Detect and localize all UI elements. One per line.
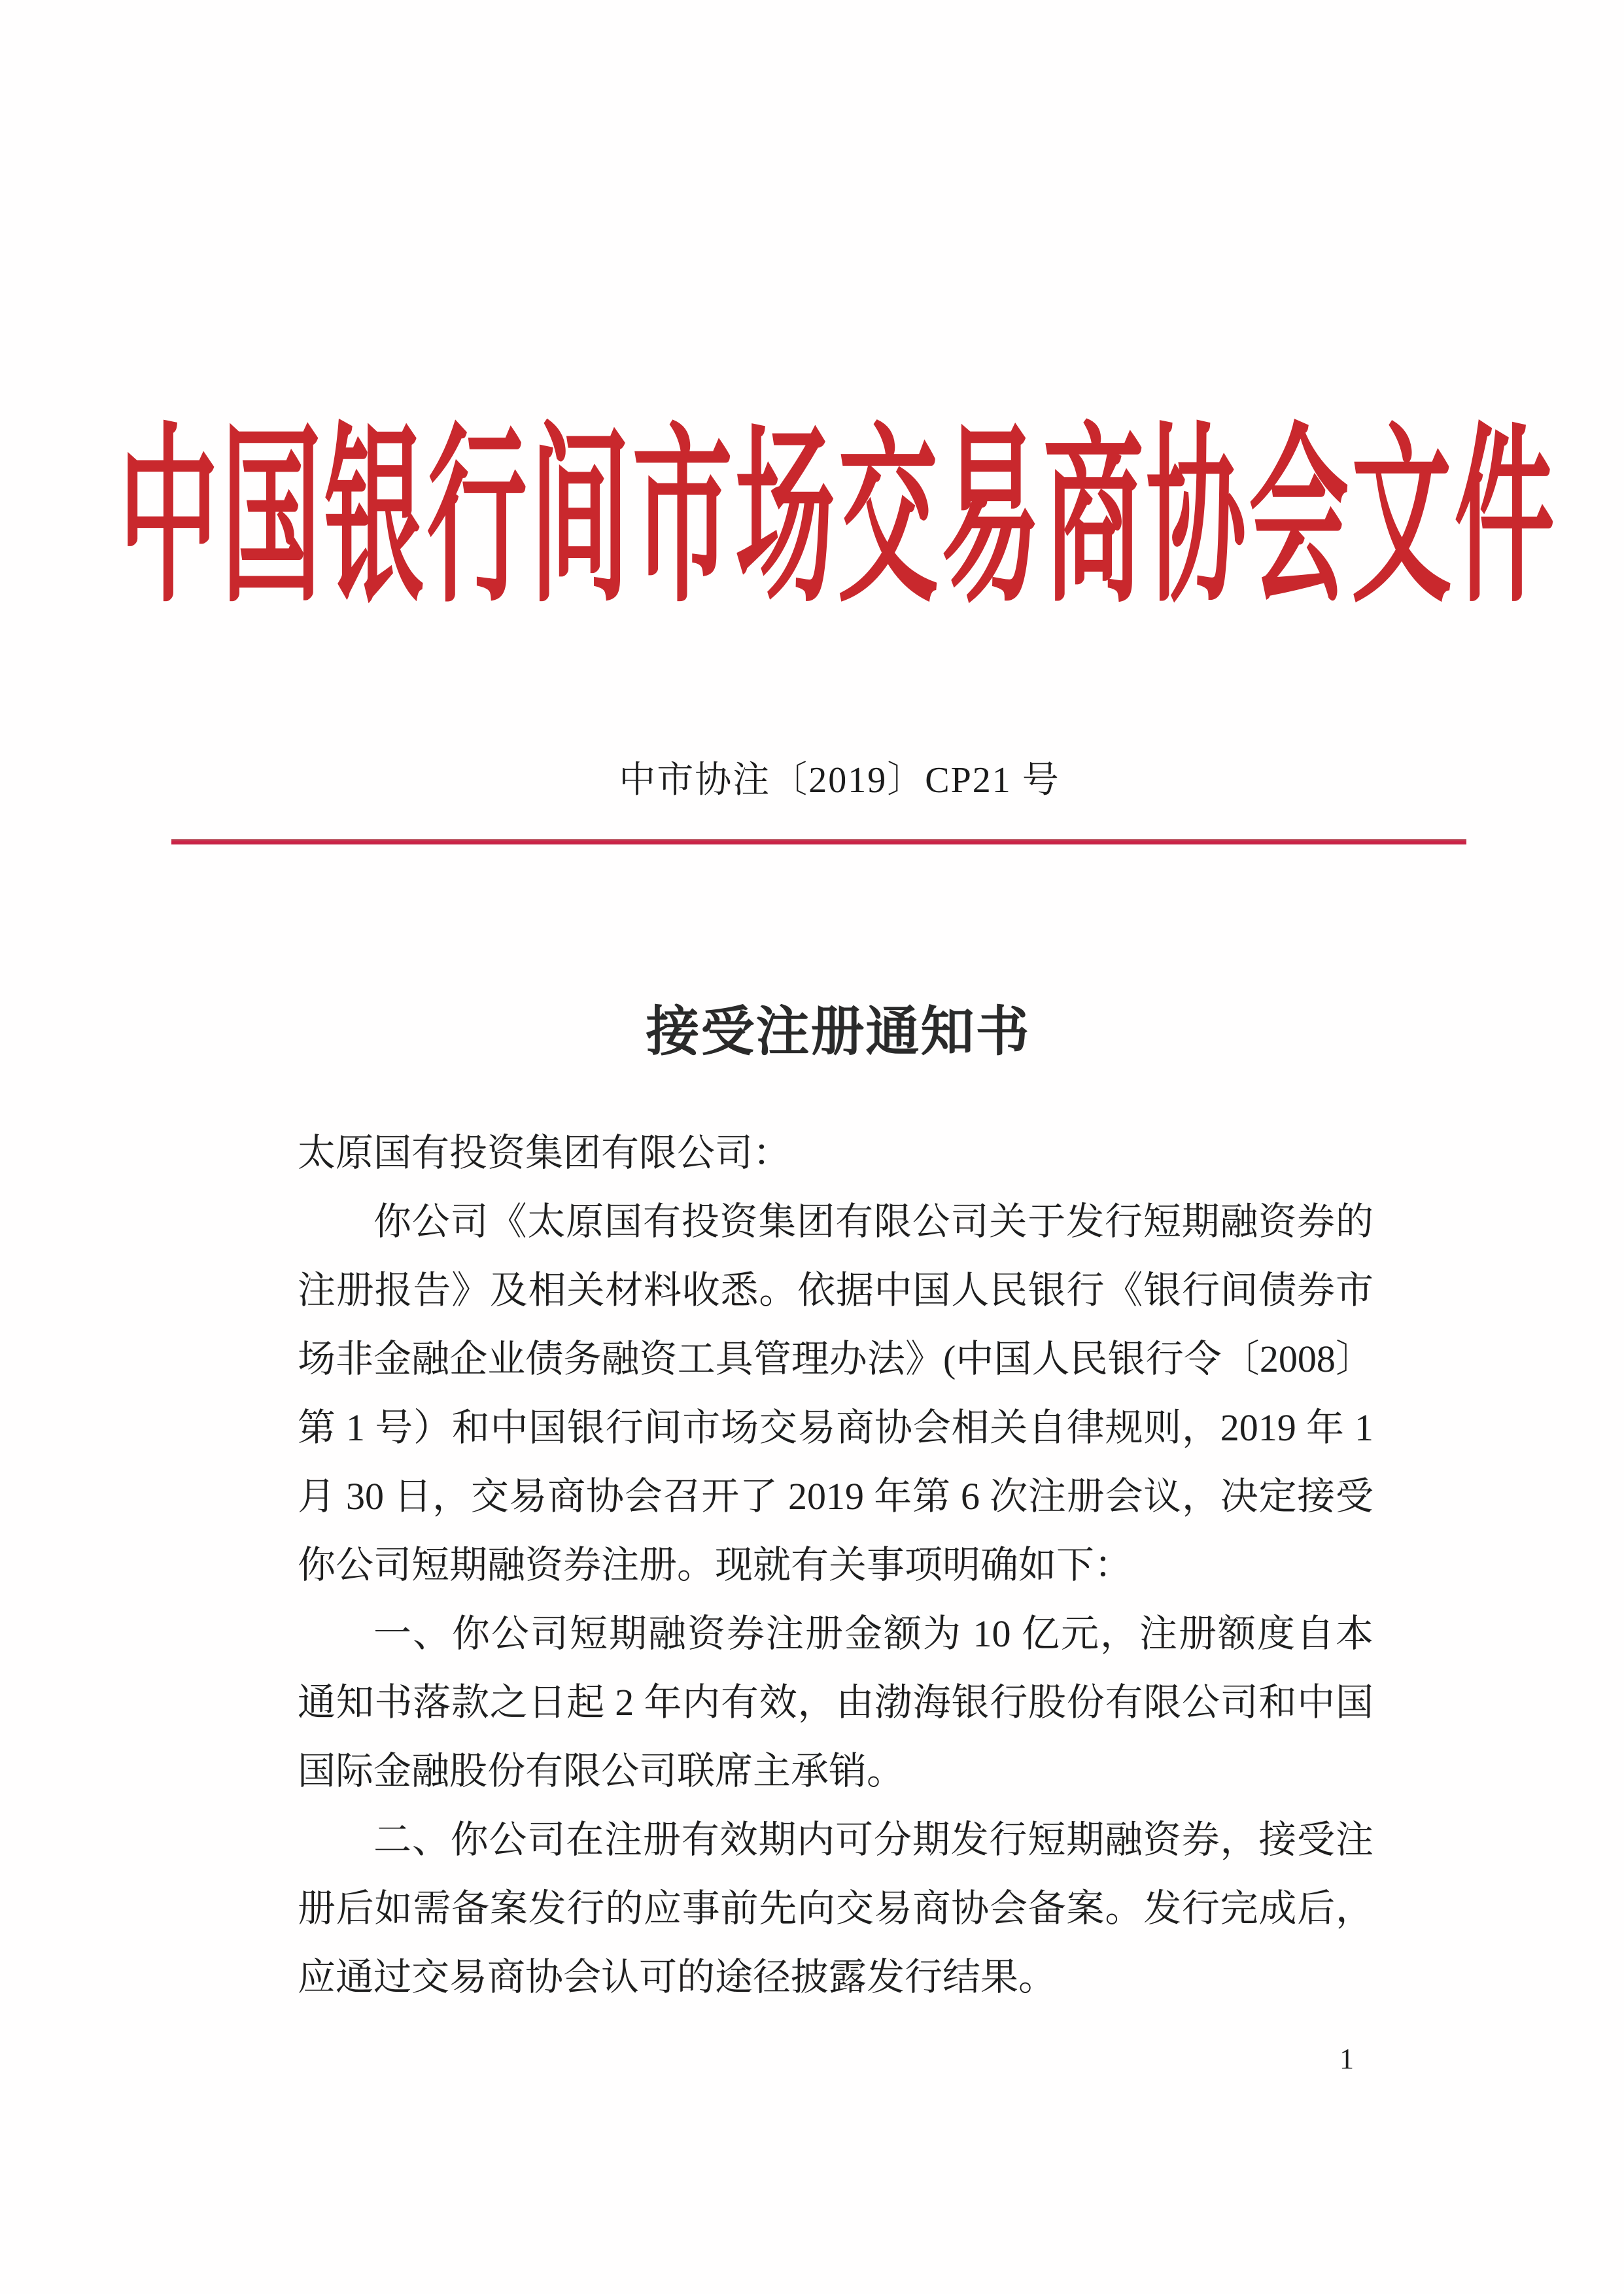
body-line: 你公司短期融资券注册。现就有关事项明确如下：: [298, 1544, 1133, 1586]
doc-title-row: [0, 989, 1624, 1066]
body-line: 册后如需备案发行的应事前先向交易商协会备案。发行完成后，: [298, 1887, 1373, 1930]
body-line: 国际金融股份有限公司联席主承销。: [298, 1750, 905, 1792]
body-line-salutation: 太原国有投资集团有限公司：: [298, 1132, 791, 1174]
doc-number-row: [0, 751, 1624, 803]
masthead-title: 中国银行间市场交易商协会文件: [118, 413, 1558, 626]
red-divider-rule: [171, 839, 1466, 844]
body-line: 场非金融企业债务融资工具管理办法》(中国人民银行令〔2008〕: [298, 1338, 1373, 1380]
body-line: 注册报告》及相关材料收悉。依据中国人民银行《银行间债券市: [298, 1269, 1373, 1312]
document-title: 接受注册通知书: [646, 1002, 1031, 1062]
body-line-item-1: 一、你公司短期融资券注册金额为 10 亿元，注册额度自本: [373, 1612, 1373, 1655]
body-line: 第 1 号）和中国银行间市场交易商协会相关自律规则，2019 年 1: [298, 1406, 1373, 1449]
page-number: 1: [1339, 2043, 1354, 2075]
body-line-item-2: 二、你公司在注册有效期内可分期发行短期融资券，接受注: [373, 1818, 1373, 1861]
body-line: 应通过交易商协会认可的途径披露发行结果。: [298, 1956, 1057, 1998]
document-body: [298, 1119, 1373, 2011]
masthead: [0, 413, 1624, 626]
body-line: 通知书落款之日起 2 年内有效，由渤海银行股份有限公司和中国: [298, 1681, 1373, 1724]
doc-number: 中市协注〔2019〕CP21 号: [619, 760, 1060, 801]
body-line: 你公司《太原国有投资集团有限公司关于发行短期融资券的: [373, 1200, 1373, 1243]
body-line: 月 30 日，交易商协会召开了 2019 年第 6 次注册会议，决定接受: [298, 1475, 1373, 1518]
